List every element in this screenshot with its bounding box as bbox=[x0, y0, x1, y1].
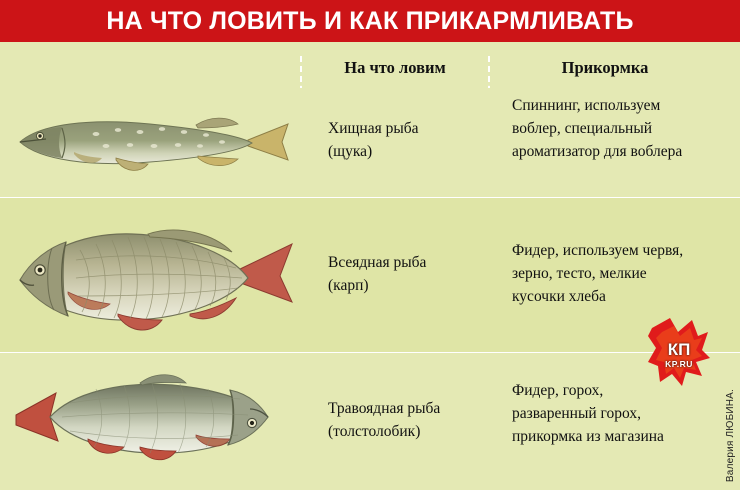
kp-logo-sub: KP.RU bbox=[665, 359, 693, 369]
catch-line-2: (карп) bbox=[328, 277, 369, 294]
catch-line-2: (толстолобик) bbox=[328, 423, 421, 440]
bait-line-1: Фидер, горох, bbox=[512, 382, 604, 399]
pike-fish-icon bbox=[0, 88, 300, 198]
kp-logo-main: КП bbox=[667, 340, 691, 359]
bait-line-3: ароматизатор для воблера bbox=[512, 143, 683, 160]
bait-line-2: воблер, специальный bbox=[512, 120, 653, 137]
header-bar bbox=[0, 0, 740, 42]
table-row bbox=[0, 88, 740, 198]
kp-logo-text bbox=[648, 342, 710, 372]
column-headers bbox=[0, 52, 740, 84]
bait-cell bbox=[512, 379, 717, 448]
catch-line-2: (щука) bbox=[328, 143, 373, 160]
silver-carp-fish-icon bbox=[0, 353, 300, 490]
catch-line-1: Травоядная рыба bbox=[328, 400, 441, 417]
bait-cell bbox=[512, 94, 717, 163]
kp-logo[interactable] bbox=[648, 318, 710, 386]
bait-line-2: зерно, тесто, мелкие bbox=[512, 265, 647, 282]
table-row bbox=[0, 198, 740, 353]
catch-cell bbox=[328, 251, 493, 297]
bait-line-2: разваренный горох, bbox=[512, 405, 642, 422]
catch-cell bbox=[328, 397, 493, 443]
column-header-bait: Прикормка bbox=[561, 58, 649, 77]
table-row bbox=[0, 353, 740, 490]
bait-line-3: прикормка из магазина bbox=[512, 428, 664, 445]
column-header-catch: На что ловим bbox=[344, 58, 446, 77]
bait-line-3: кусочки хлеба bbox=[512, 288, 606, 305]
catch-cell bbox=[328, 117, 493, 163]
bait-line-1: Спиннинг, используем bbox=[512, 97, 661, 114]
bait-cell bbox=[512, 239, 717, 308]
carp-fish-icon bbox=[0, 198, 300, 353]
catch-line-1: Хищная рыба bbox=[328, 120, 419, 137]
catch-line-1: Всеядная рыба bbox=[328, 254, 427, 271]
page-title: НА ЧТО ЛОВИТЬ И КАК ПРИКАРМЛИВАТЬ bbox=[106, 6, 634, 35]
bait-line-1: Фидер, используем червя, bbox=[512, 242, 684, 259]
credit-text: Валерия ЛЮБИНА. bbox=[725, 388, 736, 482]
